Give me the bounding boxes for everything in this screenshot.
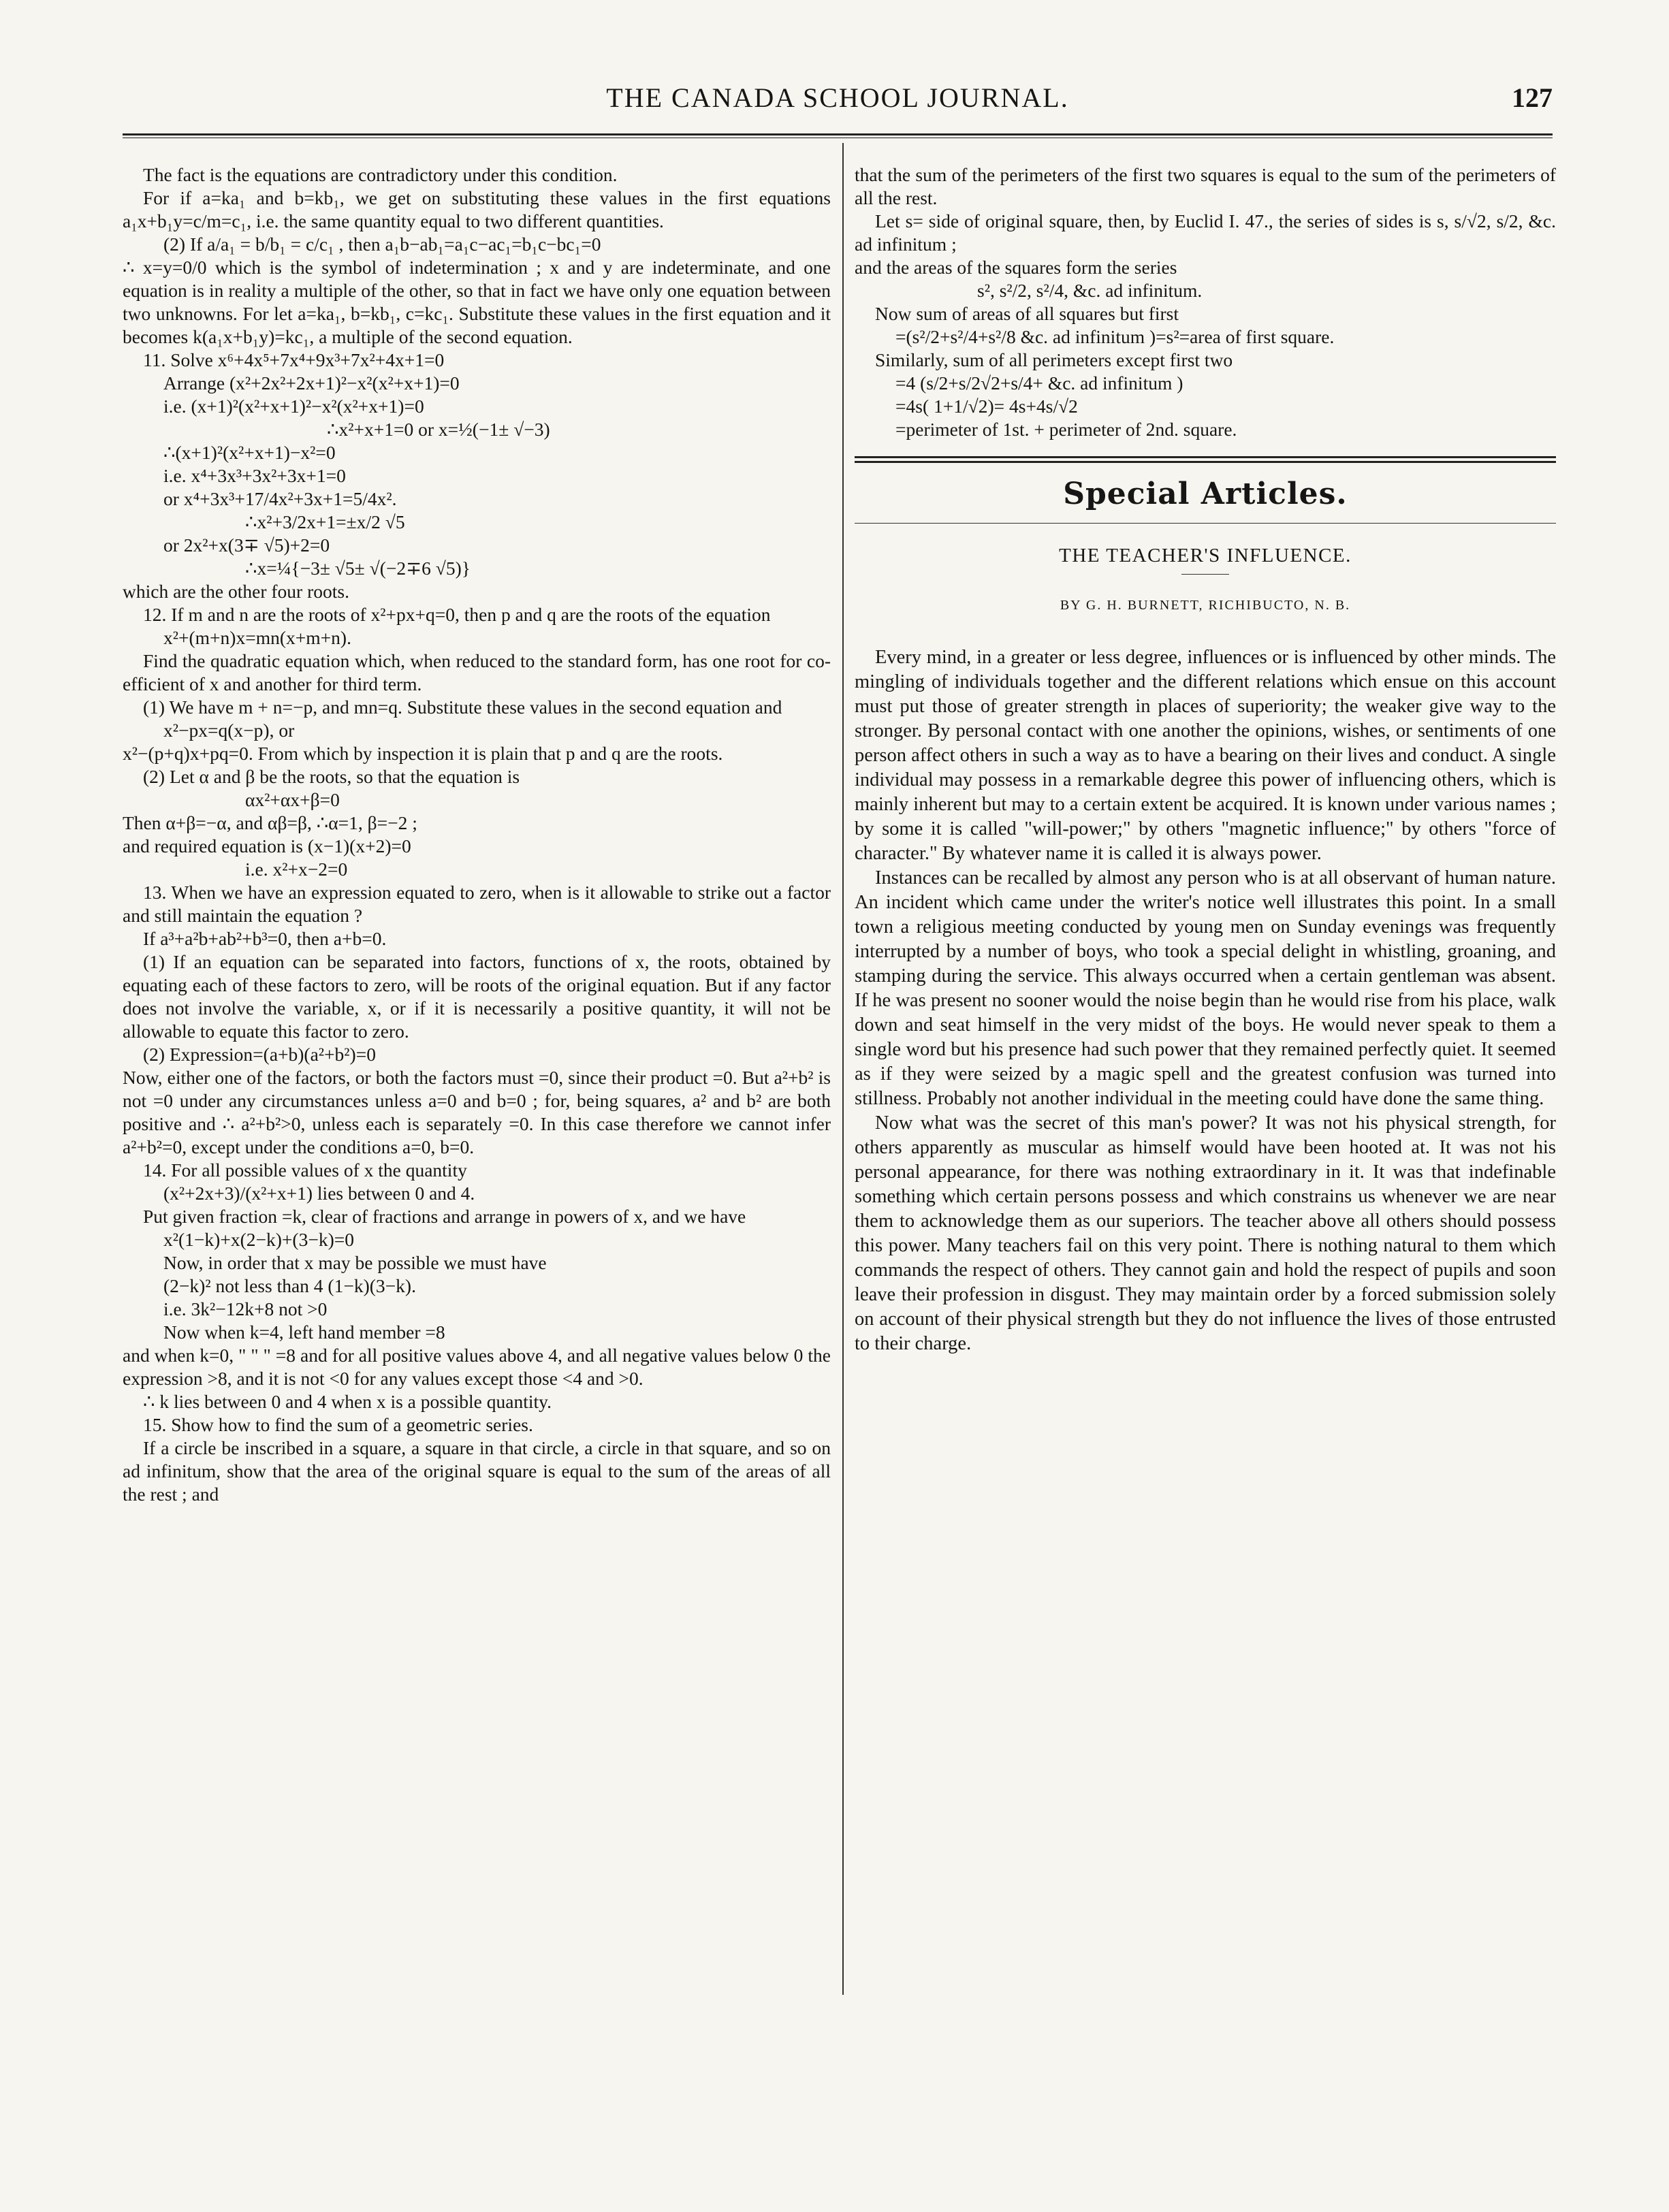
text-paragraph: Put given fraction =k, clear of fractions and arrange in powers of x, and we have	[143, 1206, 746, 1227]
equation-line: αx²+αx+β=0	[245, 789, 340, 810]
equation-line: x²−px=q(x−p), or	[163, 720, 295, 741]
equation-line: x²(1−k)+x(2−k)+(3−k)=0	[163, 1229, 354, 1250]
article-body	[855, 645, 1556, 1356]
equation-line: or x⁴+3x³+17/4x²+3x+1=5/4x².	[163, 488, 397, 509]
article-paragraph: Now what was the secret of this man's power? It was not his physical strength, for others apparently as muscular as himself would have been hooted at. It was not his personal appearance, for there was nothing extraordinary in it. It was that indefinable something which certain persons possess and which constrains us whenever we are near them to acknowledge them as our superiors. The teacher above all others should possess this power. Many teachers fail on this very point. There is nothing natural to them which commands the respect of others. They cannot gain and hold the respect of pupils and soon leave their profession in disgust. They may maintain order by a forced submission solely on account of their physical strength but they do not influence the lives of those entrusted to their charge.	[855, 1112, 1556, 1354]
equation-line: =4s( 1+1/√2)= 4s+4s/√2	[895, 396, 1078, 417]
section-rule	[855, 456, 1556, 463]
text-paragraph: 11. Solve x⁶+4x⁵+7x⁴+9x³+7x²+4x+1=0	[143, 349, 445, 370]
text-paragraph: If a circle be inscribed in a square, a square in that circle, a circle in that square, and so on ad infinitum, show that the area of the original square is equal to the sum of the areas of all the rest ; and	[123, 1437, 831, 1505]
equation-line: ∴x=¼{−3± √5± √(−2∓6 √5)}	[245, 558, 471, 579]
text-paragraph: Let s= side of original square, then, by Euclid I. 47., the series of sides is s, s/√2, s/2, &c. ad infinitum ;	[855, 210, 1556, 255]
journal-title: THE CANADA SCHOOL JOURNAL.	[606, 82, 1069, 113]
section-title: Special Articles.	[1063, 477, 1348, 511]
right-column	[855, 163, 1556, 1356]
equation-line: (x²+2x+3)/(x²+x+1) lies between 0 and 4.	[163, 1183, 475, 1204]
text-paragraph: and when k=0, " " " =8 and for all positive values above 4, and all negative values below 0 the expression >8, and it is not <0 for any values except those <4 and >0.	[123, 1345, 831, 1389]
text-paragraph: (1) We have m + n=−p, and mn=q. Substitute these values in the second equation and	[143, 696, 782, 718]
equation-line: i.e. x⁴+3x³+3x²+3x+1=0	[163, 465, 346, 486]
text-paragraph: 13. When we have an expression equated to zero, when is it allowable to strike out a factor and still maintain the equation ?	[123, 882, 831, 926]
header-rule	[123, 133, 1553, 138]
equation-line: Now, in order that x may be possible we must have	[163, 1252, 547, 1273]
text-paragraph: Similarly, sum of all perimeters except first two	[875, 349, 1233, 370]
text-paragraph: (2) Expression=(a+b)(a²+b²)=0	[143, 1044, 376, 1065]
text-paragraph: For if a=ka₁ and b=kb₁, we get on substituting these values in the first equations a₁x+b₁y=c/m=c₁, i.e. the same quantity equal to two different quantities.	[123, 187, 831, 231]
equation-line: Arrange (x²+2x²+2x+1)²−x²(x²+x+1)=0	[163, 372, 460, 394]
text-paragraph: (2) Let α and β be the roots, so that the equation is	[143, 766, 520, 787]
equation-line: or 2x²+x(3∓ √5)+2=0	[163, 534, 330, 556]
right-math-solution	[855, 163, 1556, 441]
text-paragraph: Now sum of areas of all squares but first	[875, 303, 1179, 324]
article-byline: BY G. H. BURNETT, RICHIBUCTO, N. B.	[1060, 598, 1351, 613]
equation-line: (2) If a/a₁ = b/b₁ = c/c₁ , then a₁b−ab₁=a₁c−ac₁=b₁c−bc₁=0	[163, 234, 601, 255]
equation-line: s², s²/2, s²/4, &c. ad infinitum.	[977, 280, 1203, 301]
equation-line: (2−k)² not less than 4 (1−k)(3−k).	[163, 1275, 416, 1296]
text-paragraph: which are the other four roots.	[123, 581, 349, 602]
equation-line: =(s²/2+s²/4+s²/8 &c. ad infinitum )=s²=area of first square.	[895, 326, 1335, 347]
equation-line: i.e. x²+x−2=0	[245, 859, 348, 880]
section-divider	[855, 523, 1556, 524]
equation-line: ∴(x+1)²(x²+x+1)−x²=0	[163, 442, 336, 463]
equation-line: =4 (s/2+s/2√2+s/4+ &c. ad infinitum )	[895, 372, 1183, 394]
text-paragraph: Find the quadratic equation which, when reduced to the standard form, has one root for co-efficient of x and another for third term.	[123, 650, 831, 694]
article-paragraph: Instances can be recalled by almost any person who is at all observant of human nature. An incident which came under the writer's notice well illustrates this point. In a small town a religious meeting conducted by young men on Sunday evenings was frequently interrupted by a number of boys, who took a special delight in whistling, groaning, and stamping during the service. This always occurred when a certain gentleman was absent. If he was present no sooner would the noise begin than he would rise from his place, walk down and seat himself in the very midst of the boys. He would never speak to them a single word but his presence had such power that they remained perfectly quiet. It seemed as if they were seized by a magic spell and the greatest confusion was turned into stillness. Probably not another individual in the meeting could have done the same thing.	[855, 867, 1556, 1109]
text-paragraph: ∴ k lies between 0 and 4 when x is a possible quantity.	[143, 1391, 552, 1412]
equation-line: ∴x²+3/2x+1=±x/2 √5	[245, 511, 405, 532]
equation-line: i.e. (x+1)²(x²+x+1)²−x²(x²+x+1)=0	[163, 396, 424, 417]
text-paragraph: Now, either one of the factors, or both the factors must =0, since their product =0. But a²+b² is not =0 under any circumstances unless a=0 and b=0 ; for, being squares, a² and b² are both positive and ∴ a²+b²>0, unless each is separately =0. In this case therefore we cannot infer a²+b²=0, except under the conditions a=0, b=0.	[123, 1067, 831, 1157]
page-header	[123, 82, 1553, 123]
equation-line: =perimeter of 1st. + perimeter of 2nd. square.	[895, 419, 1237, 440]
title-rule	[1181, 574, 1229, 575]
equation-line: Now when k=4, left hand member =8	[163, 1321, 445, 1343]
text-paragraph: 14. For all possible values of x the quantity	[143, 1159, 467, 1181]
left-column	[123, 163, 831, 1506]
column-divider	[842, 143, 844, 1995]
text-paragraph: The fact is the equations are contradictory under this condition.	[143, 164, 618, 185]
text-paragraph: Then α+β=−α, and αβ=β, ∴α=1, β=−2 ;	[123, 812, 417, 833]
text-paragraph: 15. Show how to find the sum of a geometric series.	[143, 1414, 533, 1435]
text-paragraph: and required equation is (x−1)(x+2)=0	[123, 835, 411, 856]
equation-line: x²+(m+n)x=mn(x+m+n).	[163, 627, 351, 648]
text-paragraph: that the sum of the perimeters of the first two squares is equal to the sum of the perimeters of all the rest.	[855, 164, 1556, 208]
text-paragraph: If a³+a²b+ab²+b³=0, then a+b=0.	[143, 928, 387, 949]
article-paragraph: Every mind, in a greater or less degree, influences or is influenced by other minds. The mingling of individuals together and the different relations which ensue on this account must put those of greater strength in places of superiority; the weaker give way to the stronger. By personal contact with one another the opinions, wishes, or sentiments of one person affect others in such a way as to have a bearing on their lives and conduct. A single individual may possess in a remarkable degree this power of influencing others, which is mainly inherent but may to a certain extent be acquired. It is known under various names ; by some it is called "will-power;" by others "magnetic influence;" by others "force of character." By whatever name it is called it is always power.	[855, 647, 1556, 864]
article-title: THE TEACHER'S INFLUENCE.	[1059, 545, 1352, 566]
text-paragraph: ∴ x=y=0/0 which is the symbol of indetermination ; x and y are indeterminate, and one equation is in reality a multiple of the other, so that in fact we have only one equation between two unknowns. For let a=ka₁, b=kb₁, c=kc₁. Substitute these values in the first equation and it becomes k(a₁x+b₁y)=kc₁, a multiple of the second equation.	[123, 257, 831, 347]
text-paragraph: (1) If an equation can be separated into factors, functions of x, the roots, obtained by equating each of these factors to zero, will be roots of the original equation. But if any factor does not involve the variable, x, or if it is necessarily a positive quantity, it will not be allowable to equate this factor to zero.	[123, 951, 831, 1042]
text-paragraph: 12. If m and n are the roots of x²+px+q=0, then p and q are the roots of the equation	[143, 604, 771, 625]
equation-line: i.e. 3k²−12k+8 not >0	[163, 1298, 328, 1319]
page-number: 127	[1512, 82, 1553, 113]
text-paragraph: and the areas of the squares form the series	[855, 257, 1177, 278]
text-paragraph: x²−(p+q)x+pq=0. From which by inspection it is plain that p and q are the roots.	[123, 743, 723, 764]
equation-line: ∴x²+x+1=0 or x=½(−1± √−3)	[327, 419, 550, 440]
